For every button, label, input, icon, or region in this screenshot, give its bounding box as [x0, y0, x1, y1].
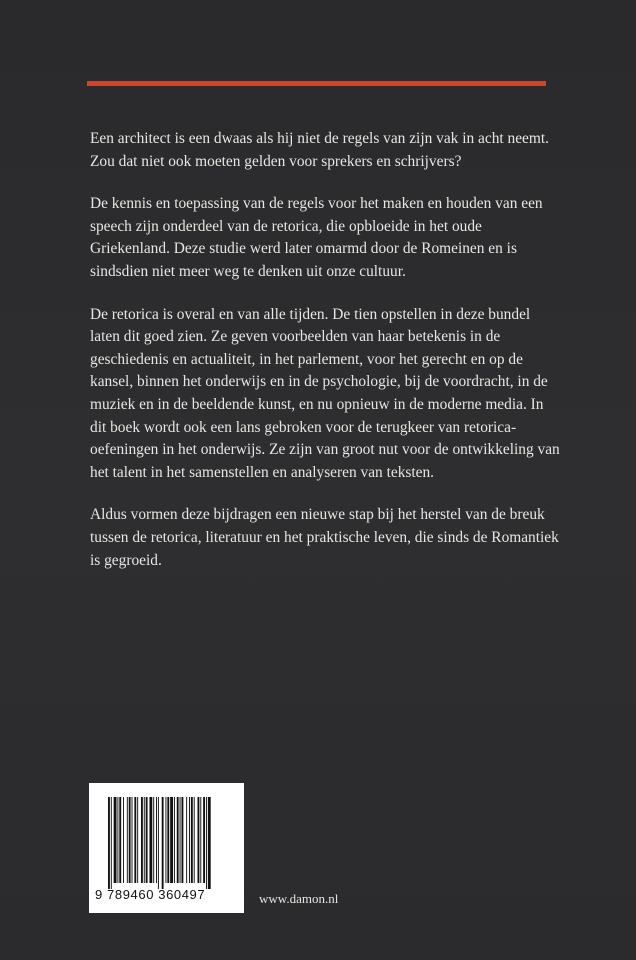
- barcode-icon: [108, 797, 238, 889]
- blurb-text: [90, 128, 560, 592]
- publisher-website: www.damon.nl: [259, 891, 339, 906]
- paragraph-1: Een architect is een dwaas als hij niet de regels van zijn vak in acht neemt. Zou dat niet ook moeten gelden voor sprekers en schrijvers?: [90, 130, 549, 170]
- paragraph-4: Aldus vormen deze bijdragen een nieuwe stap bij het herstel van de breuk tussen de retorica, literatuur en het praktische leven, die sinds de Romantiek is gegroeid.: [90, 506, 559, 569]
- barcode-panel: [89, 783, 244, 913]
- isbn-number: 9 789460 360497: [95, 887, 206, 902]
- paragraph-2: De kennis en toepassing van de regels voor het maken en houden van een speech zijn onderdeel van de retorica, die opbloeide in het oude Griekenland. Deze studie werd later omarmd door de Romeinen en is sindsdien niet meer weg te denken uit onze cultuur.: [90, 195, 543, 280]
- accent-rule: [87, 81, 546, 86]
- paragraph-3: De retorica is overal en van alle tijden. De tien opstellen in deze bundel laten dit goed zien. Ze geven voorbeelden van haar betekenis in de geschiedenis en actualiteit, in het parlement, voor het gerecht en op de kansel, binnen het onderwijs en in de psychologie, bij de voordracht, in de muziek en in de beeldende kunst, en nu opnieuw in de moderne media. In dit boek wordt ook een lans gebroken voor de terugkeer van retorica-oefeningen in het onderwijs. Ze zijn van groot nut voor de ontwikkeling van het talent in het samenstellen en analyseren van teksten.: [90, 305, 560, 481]
